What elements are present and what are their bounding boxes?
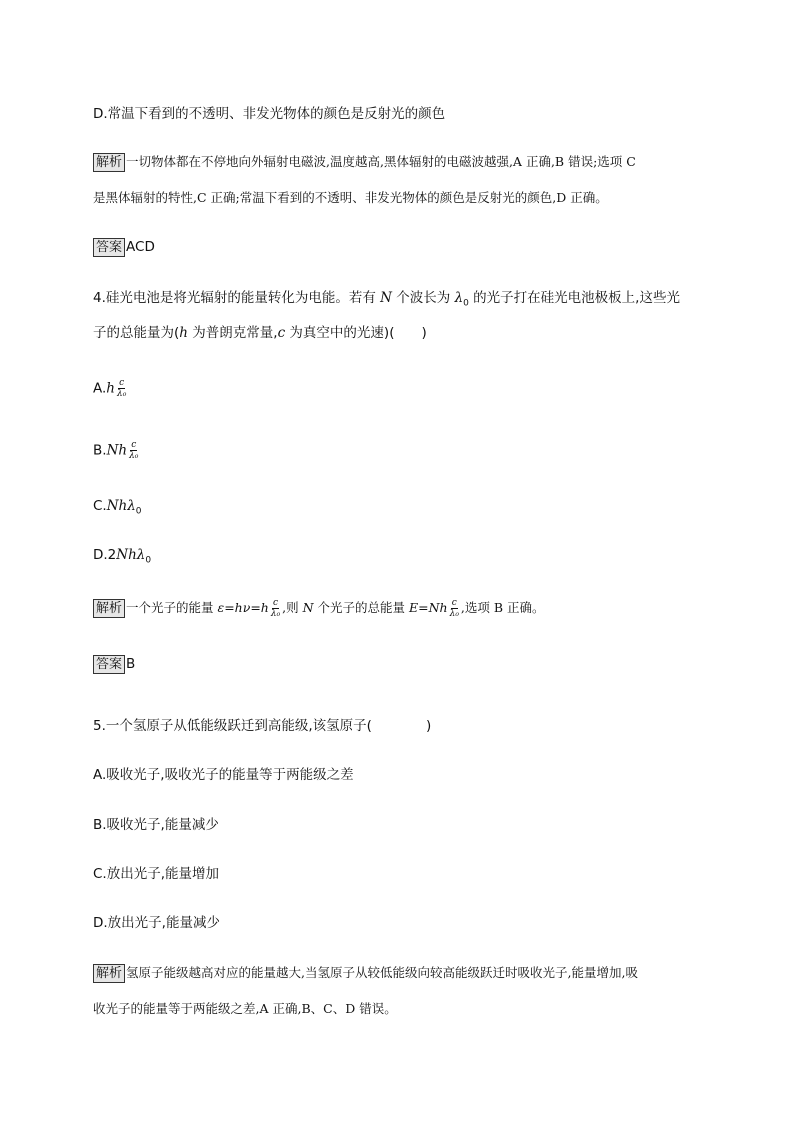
q3-analysis-line1 xyxy=(93,152,636,172)
q4-stem-line2 xyxy=(93,323,427,343)
option-var: h xyxy=(106,380,115,397)
frac-den: λ₀ xyxy=(117,389,127,399)
q4-option-b xyxy=(93,440,140,461)
fraction-c-over-lambda0 xyxy=(128,440,139,461)
analysis-part: 个光子的总能量 xyxy=(313,600,410,615)
analysis-formula: E=Nh xyxy=(409,600,448,615)
q3-analysis-text1: 一切物体都在不停地向外辐射电磁波,温度越高,黑体辐射的电磁波越强,A 正确,B 错误;选项 C xyxy=(126,154,636,169)
q3-answer xyxy=(93,237,155,257)
q4-stem-part: 4.硅光电池是将光辐射的能量转化为电能。若有 xyxy=(93,290,381,306)
option-var: Nh xyxy=(106,442,128,459)
q4-var-h: h xyxy=(179,325,188,341)
q4-var-lambda: λ xyxy=(454,290,464,306)
q4-stem-part: 为普朗克常量, xyxy=(187,325,278,341)
q3-option-d: D.常温下看到的不透明、非发光物体的颜色是反射光的颜色 xyxy=(93,106,446,122)
q4-sub: 0 xyxy=(463,298,469,309)
answer-tag: 答案 xyxy=(93,238,125,257)
analysis-part: ,则 xyxy=(282,600,303,615)
option-sub: 0 xyxy=(145,555,152,566)
frac-den: λ₀ xyxy=(129,451,139,461)
q3-answer-value: ACD xyxy=(126,239,155,255)
option-var: Nhλ xyxy=(116,547,146,563)
frac-num: c xyxy=(131,440,137,450)
q5-option-a: A.吸收光子,吸收光子的能量等于两能级之差 xyxy=(93,767,354,783)
q3-analysis-text2: 是黑体辐射的特性,C 正确;常温下看到的不透明、非发光物体的颜色是反射光的颜色,D 正确。 xyxy=(93,190,608,205)
analysis-var: N xyxy=(302,600,314,615)
q4-stem-part: 个波长为 xyxy=(391,290,455,306)
q4-var-n: N xyxy=(380,290,392,306)
frac-num: c xyxy=(451,598,457,608)
q5-option-d: D.放出光子,能量减少 xyxy=(93,915,220,931)
q4-answer xyxy=(93,654,135,674)
fraction-c-over-lambda0 xyxy=(116,378,127,399)
frac-num: c xyxy=(272,598,279,608)
q5-option-b: B.吸收光子,能量减少 xyxy=(93,817,219,833)
q4-stem-part: 的光子打在硅光电池极板上,这些光 xyxy=(468,290,680,306)
q5-analysis-text2: 收光子的能量等于两能级之差,A 正确,B、C、D 错误。 xyxy=(93,1001,397,1016)
q4-var-c: c xyxy=(277,325,286,341)
q4-stem-part: 子的总能量为( xyxy=(93,325,180,341)
q5-option-c: C.放出光子,能量增加 xyxy=(93,866,220,882)
q4-option-a xyxy=(93,378,128,399)
analysis-tag: 解析 xyxy=(93,599,125,618)
q4-option-d xyxy=(93,545,151,571)
frac-den: λ₀ xyxy=(270,609,281,619)
frac-den: λ₀ xyxy=(449,609,459,619)
answer-tag: 答案 xyxy=(93,655,125,674)
option-label: D.2 xyxy=(93,547,117,563)
fraction-c-over-lambda0 xyxy=(270,598,281,619)
q4-answer-value: B xyxy=(126,656,136,672)
option-sub: 0 xyxy=(135,506,142,517)
q5-analysis-line1 xyxy=(93,963,638,983)
analysis-tag: 解析 xyxy=(93,153,125,172)
option-var: Nhλ xyxy=(106,498,136,514)
analysis-part: 一个光子的能量 xyxy=(126,600,218,615)
q4-option-c xyxy=(93,496,142,522)
q5-stem: 5.一个氢原子从低能级跃迁到高能级,该氢原子( ) xyxy=(93,718,432,734)
q4-stem-part: 为真空中的光速)( ) xyxy=(285,325,427,341)
analysis-tag: 解析 xyxy=(93,964,125,983)
q4-stem-line1 xyxy=(93,288,680,314)
analysis-formula: ε=hν=h xyxy=(217,600,269,615)
fraction-c-over-lambda0 xyxy=(449,598,460,619)
frac-num: c xyxy=(119,378,125,388)
analysis-part: ,选项 B 正确。 xyxy=(460,600,545,615)
option-label: C. xyxy=(93,498,107,514)
option-label: A. xyxy=(93,380,107,397)
q4-analysis xyxy=(93,598,545,619)
option-label: B. xyxy=(93,442,107,459)
q5-analysis-text1: 氢原子能级越高对应的能量越大,当氢原子从较低能级向较高能级跃迁时吸收光子,能量增加,吸 xyxy=(126,965,638,980)
